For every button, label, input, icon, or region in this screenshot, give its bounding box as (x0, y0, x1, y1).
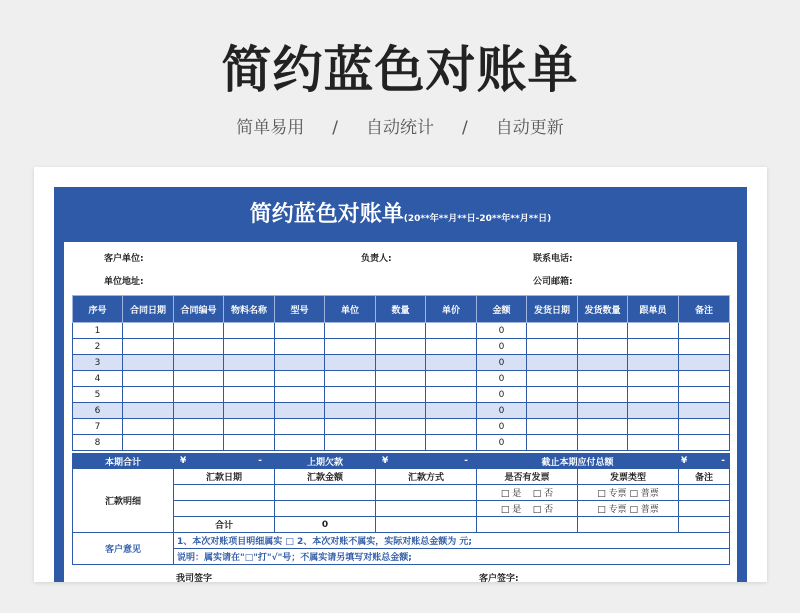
cell[interactable] (628, 339, 679, 355)
cell[interactable] (578, 387, 628, 403)
cell[interactable] (426, 339, 477, 355)
cell[interactable] (679, 485, 730, 501)
hero-subtitle-item: 自动统计 (366, 118, 434, 138)
cell[interactable] (527, 323, 578, 339)
row-number: 3 (73, 355, 123, 371)
period-total-label: 本期合计 (73, 454, 174, 469)
email-label: 公司邮箱: (533, 277, 573, 287)
cell[interactable] (426, 371, 477, 387)
cell[interactable] (527, 403, 578, 419)
cell[interactable] (628, 371, 679, 387)
cell[interactable] (679, 517, 730, 533)
row-number: 7 (73, 419, 123, 435)
cell[interactable] (275, 371, 325, 387)
amount-cell[interactable]: 0 (477, 435, 527, 451)
cell[interactable] (123, 387, 174, 403)
cell[interactable] (578, 517, 679, 533)
our-signature-label: 我司签字 (176, 574, 213, 582)
cell[interactable] (426, 387, 477, 403)
hero-subtitle (0, 113, 800, 138)
cell[interactable] (174, 323, 224, 339)
cell[interactable] (174, 403, 224, 419)
cell[interactable] (275, 339, 325, 355)
row-number: 6 (73, 403, 123, 419)
cell[interactable] (376, 435, 426, 451)
cell[interactable] (325, 323, 376, 339)
cell[interactable] (628, 355, 679, 371)
hero-subtitle-sep: / (332, 118, 338, 138)
cell[interactable] (679, 339, 730, 355)
cell[interactable] (275, 501, 376, 517)
remit-col-header: 是否有发票 (477, 469, 578, 485)
cell[interactable] (578, 435, 628, 451)
cell[interactable] (376, 371, 426, 387)
col-header: 物料名称 (224, 296, 275, 323)
remit-total-label: 合计 (174, 517, 275, 533)
cell[interactable] (224, 355, 275, 371)
phone-label: 联系电话: (533, 254, 573, 264)
cell[interactable] (527, 387, 578, 403)
cell[interactable] (477, 517, 578, 533)
cell[interactable] (123, 403, 174, 419)
statement-preview (34, 167, 767, 582)
cell[interactable] (426, 435, 477, 451)
cell[interactable] (679, 387, 730, 403)
cell[interactable] (628, 387, 679, 403)
cell[interactable] (275, 387, 325, 403)
cell[interactable] (325, 403, 376, 419)
amount-cell[interactable]: 0 (477, 387, 527, 403)
hero-subtitle-sep: / (462, 118, 468, 138)
col-header: 金额 (477, 296, 527, 323)
remit-col-header: 发票类型 (578, 469, 679, 485)
col-header: 发货日期 (527, 296, 578, 323)
cell[interactable] (376, 355, 426, 371)
statement-frame (54, 187, 747, 582)
col-header: 合同日期 (123, 296, 174, 323)
cell[interactable] (174, 355, 224, 371)
remit-col-header: 汇款金额 (275, 469, 376, 485)
cell[interactable] (679, 403, 730, 419)
cell[interactable] (174, 387, 224, 403)
item-table (72, 295, 730, 451)
total-due-label (477, 454, 679, 469)
opinion-row (73, 533, 730, 549)
summary-band (73, 454, 730, 469)
cell[interactable] (376, 419, 426, 435)
col-header: 型号 (275, 296, 325, 323)
hero-subtitle-item: 简单易用 (236, 118, 305, 138)
invoice-choice (477, 485, 578, 501)
cell[interactable] (679, 371, 730, 387)
cell[interactable] (578, 323, 628, 339)
cell[interactable] (376, 403, 426, 419)
normal-invoice-checkbox[interactable]: □ 普票 (629, 505, 659, 515)
cell[interactable] (578, 419, 628, 435)
col-header: 合同编号 (174, 296, 224, 323)
cell[interactable] (527, 355, 578, 371)
customer-unit-label: 客户单位: (104, 254, 144, 264)
vat-invoice-checkbox[interactable]: □ 专票 (597, 489, 627, 499)
cell[interactable] (275, 323, 325, 339)
opinion-line-2: 说明：属实请在"□"打"√"号；不属实请另填写对账总金额; (174, 549, 730, 565)
item-table-header (73, 296, 730, 323)
col-header: 单位 (325, 296, 376, 323)
table-row (73, 403, 730, 419)
yen-symbol: ¥ (382, 456, 389, 466)
cell[interactable] (174, 371, 224, 387)
col-header: 跟单员 (628, 296, 679, 323)
cell[interactable] (376, 323, 426, 339)
cell[interactable] (628, 403, 679, 419)
cell[interactable] (527, 435, 578, 451)
statement-title (54, 187, 747, 242)
row-number: 5 (73, 387, 123, 403)
row-number: 4 (73, 371, 123, 387)
cell[interactable] (123, 323, 174, 339)
cell[interactable] (275, 485, 376, 501)
col-header: 单价 (426, 296, 477, 323)
col-header: 序号 (73, 296, 123, 323)
cell[interactable] (527, 371, 578, 387)
cell[interactable] (376, 387, 426, 403)
cell[interactable] (123, 419, 174, 435)
row-number: 2 (73, 339, 123, 355)
cell[interactable] (275, 355, 325, 371)
previous-debt-value (376, 454, 477, 469)
col-header: 数量 (376, 296, 426, 323)
invoice-no-checkbox[interactable]: □ 否 (532, 489, 554, 499)
cell[interactable] (275, 419, 325, 435)
cell[interactable] (578, 355, 628, 371)
cell[interactable] (224, 387, 275, 403)
cell[interactable] (224, 403, 275, 419)
cell[interactable] (628, 323, 679, 339)
invoice-choice (477, 501, 578, 517)
cell[interactable] (527, 339, 578, 355)
statement-title-text: 简约蓝色对账单 (249, 202, 404, 227)
remit-col-header: 汇款方式 (376, 469, 477, 485)
invoice-type-choice (578, 485, 679, 501)
hero-subtitle-item: 自动更新 (495, 118, 564, 138)
remit-col-header: 备注 (679, 469, 730, 485)
cell[interactable] (325, 371, 376, 387)
cell[interactable] (123, 371, 174, 387)
cell[interactable] (527, 419, 578, 435)
total-due-amount: - (721, 456, 726, 466)
table-row (73, 435, 730, 451)
cell[interactable] (174, 485, 275, 501)
cell[interactable] (224, 339, 275, 355)
cell[interactable] (275, 403, 325, 419)
row-number: 1 (73, 323, 123, 339)
invoice-yes-checkbox[interactable]: □ 是 (500, 505, 522, 515)
table-row (73, 355, 730, 371)
cell[interactable] (224, 419, 275, 435)
vat-invoice-checkbox[interactable]: □ 专票 (597, 505, 627, 515)
cell[interactable] (174, 435, 224, 451)
cell[interactable] (679, 355, 730, 371)
cell[interactable] (679, 435, 730, 451)
invoice-yes-checkbox[interactable]: □ 是 (500, 489, 522, 499)
cell[interactable] (224, 323, 275, 339)
cell[interactable] (578, 339, 628, 355)
cell[interactable] (679, 419, 730, 435)
cell[interactable] (224, 371, 275, 387)
cell[interactable] (426, 403, 477, 419)
cell[interactable] (426, 355, 477, 371)
table-row (73, 419, 730, 435)
remit-total-value: 0 (275, 517, 376, 533)
statement-body (64, 242, 737, 582)
cell[interactable] (123, 355, 174, 371)
cell[interactable] (679, 323, 730, 339)
cell[interactable] (628, 419, 679, 435)
cell[interactable] (174, 501, 275, 517)
summary-table (72, 453, 730, 565)
normal-invoice-checkbox[interactable]: □ 普票 (629, 489, 659, 499)
table-row (73, 339, 730, 355)
previous-debt-amount: - (464, 456, 468, 466)
cell[interactable] (679, 501, 730, 517)
statement-date-range: (20**年**月**日-20**年**月**日) (403, 214, 552, 224)
cell[interactable] (376, 339, 426, 355)
total-due-value (679, 454, 730, 469)
cell[interactable] (578, 403, 628, 419)
cell[interactable] (275, 435, 325, 451)
period-total-value (174, 454, 275, 469)
cell[interactable] (325, 339, 376, 355)
cell[interactable] (628, 435, 679, 451)
cell[interactable] (123, 339, 174, 355)
cell[interactable] (123, 435, 174, 451)
table-row (73, 323, 730, 339)
period-total-amount: - (258, 456, 262, 466)
cell[interactable] (325, 387, 376, 403)
previous-debt-label: 上期欠款 (275, 454, 376, 469)
cell[interactable] (325, 419, 376, 435)
remit-col-header: 汇款日期 (174, 469, 275, 485)
cell[interactable] (376, 501, 477, 517)
cell[interactable] (426, 323, 477, 339)
cell[interactable] (578, 371, 628, 387)
yen-symbol: ¥ (180, 456, 187, 466)
customer-signature-label: 客户签字: (479, 574, 519, 582)
col-header: 发货数量 (578, 296, 628, 323)
cell[interactable] (376, 485, 477, 501)
opinion-line-1: 1、本次对账项目明细属实 □ 2、本次对账不属实，实际对账总金额为 元; (174, 533, 730, 549)
row-number: 8 (73, 435, 123, 451)
contact-person-label: 负责人: (361, 254, 392, 264)
amount-cell[interactable]: 0 (477, 355, 527, 371)
amount-cell[interactable]: 0 (477, 419, 527, 435)
customer-opinion-label: 客户意见 (73, 533, 174, 565)
invoice-no-checkbox[interactable]: □ 否 (532, 505, 554, 515)
address-label: 单位地址: (104, 277, 144, 287)
cell[interactable] (325, 435, 376, 451)
table-row (73, 387, 730, 403)
amount-cell[interactable]: 0 (477, 339, 527, 355)
total-due-text: 截止本期应付总额 (541, 457, 614, 468)
amount-cell[interactable]: 0 (477, 323, 527, 339)
table-row (73, 371, 730, 387)
remit-header-row (73, 469, 730, 485)
cell[interactable] (174, 419, 224, 435)
cell[interactable] (325, 355, 376, 371)
hero-title: 简约蓝色对账单 (221, 41, 579, 99)
cell[interactable] (426, 419, 477, 435)
cell[interactable] (174, 339, 224, 355)
invoice-type-choice (578, 501, 679, 517)
yen-symbol: ¥ (681, 456, 688, 466)
cell[interactable] (376, 517, 477, 533)
amount-cell[interactable]: 0 (477, 371, 527, 387)
col-header: 备注 (679, 296, 730, 323)
cell[interactable] (224, 435, 275, 451)
amount-cell[interactable]: 0 (477, 403, 527, 419)
remit-label: 汇款明细 (73, 469, 174, 533)
